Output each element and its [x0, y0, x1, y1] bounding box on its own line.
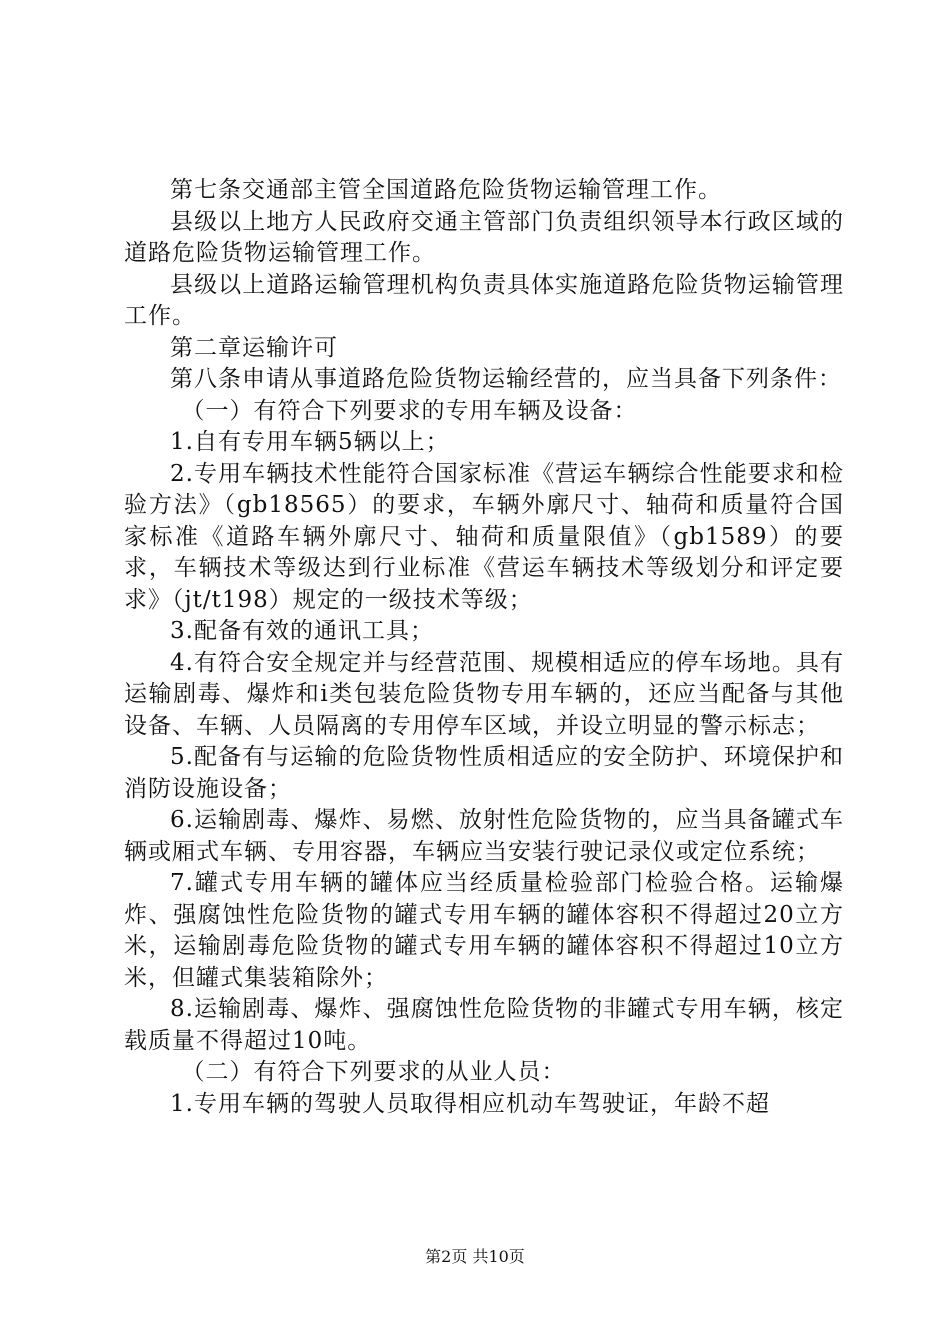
paragraph: 第八条申请从事道路危险货物运输经营的，应当具备下列条件：	[170, 366, 842, 392]
paragraph: 5.配备有与运输的危险货物性质相适应的安全防护、环境保护和消防设施设备；	[124, 744, 844, 802]
paragraph: 县级以上地方人民政府交通主管部门负责组织领导本行政区域的道路危险货物运输管理工作。	[124, 208, 844, 266]
page-footer: 第2页 共10页	[425, 1247, 525, 1266]
paragraph: 1.专用车辆的驾驶人员取得相应机动车驾驶证，年龄不超	[170, 1090, 770, 1117]
document-body	[124, 175, 844, 1120]
paragraph: 7.罐式专用车辆的罐体应当经质量检验部门检验合格。运输爆炸、强腐蚀性危险货物的罐式专用车辆的罐体容积不得超过20立方米，运输剧毒危险货物的罐式专用车辆的罐体容积不得超过10立方米，但罐式集装箱除外；	[124, 870, 844, 991]
paragraph: 1.自有专用车辆5辆以上；	[170, 429, 450, 455]
paragraph: 3.配备有效的通讯工具；	[170, 618, 434, 644]
paragraph: 县级以上道路运输管理机构负责具体实施道路危险货物运输管理工作。	[124, 271, 844, 329]
paragraph: 6.运输剧毒、爆炸、易燃、放射性危险货物的，应当具备罐式车辆或厢式车辆、专用容器，车辆应当安装行驶记录仪或定位系统；	[124, 807, 844, 865]
paragraph: （二）有符合下列要求的从业人员：	[181, 1059, 566, 1085]
paragraph: 第七条交通部主管全国道路危险货物运输管理工作。	[170, 177, 722, 203]
paragraph: 2.专用车辆技术性能符合国家标准《营运车辆综合性能要求和检验方法》（gb18565）的要求，车辆外廓尺寸、轴荷和质量符合国家标准《道路车辆外廓尺寸、轴荷和质量限值》（gb1589）的要求，车辆技术等级达到行业标准《营运车辆技术等级划分和评定要求》（jt/t198）规定的一级技术等级；	[124, 460, 844, 613]
chapter-heading: 第二章运输许可	[170, 334, 338, 361]
paragraph: 8.运输剧毒、爆炸、强腐蚀性危险货物的非罐式专用车辆，核定载质量不得超过10吨。	[124, 996, 844, 1054]
paragraph: 4.有符合安全规定并与经营范围、规模相适应的停车场地。具有运输剧毒、爆炸和i类包装危险货物专用车辆的，还应当配备与其他设备、车辆、人员隔离的专用停车区域，并设立明显的警示标志；	[124, 649, 844, 739]
paragraph: （一）有符合下列要求的专用车辆及设备：	[181, 397, 638, 424]
